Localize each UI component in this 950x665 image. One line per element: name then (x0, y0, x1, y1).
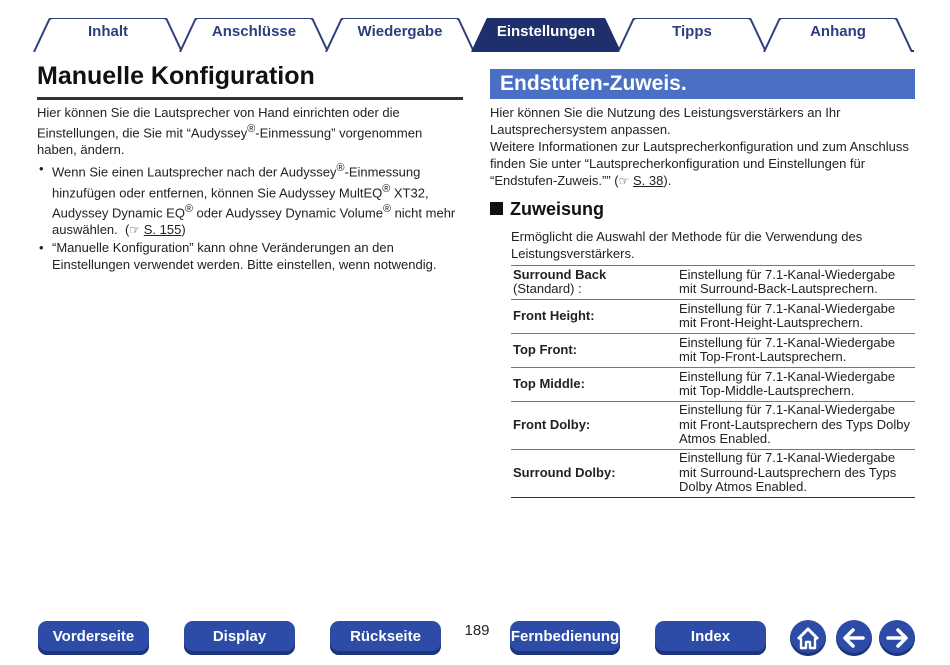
registered-mark: ® (382, 202, 391, 215)
tab-label: Anschlüsse (211, 23, 297, 40)
row-label: Top Middle: (511, 368, 675, 402)
list-item (37, 160, 463, 239)
pointing-hand-icon: ☞ (618, 174, 630, 188)
row-description: Einstellung für 7.1-Kanal-Wiedergabe mit Front-Height-Lautsprechern. (675, 300, 915, 334)
settings-table (511, 265, 915, 498)
row-label-text: Surround Back (513, 266, 607, 282)
para-1: Hier können Sie die Nutzung des Leistungsverstärkers an Ihr Lautsprechersystem anpassen. (490, 105, 841, 137)
page-title: Manuelle Konfiguration (37, 62, 315, 90)
row-description: Einstellung für 7.1-Kanal-Wiedergabe mit Surround-Lautsprechern des Typs Dolby Atmos Enabled. (675, 450, 915, 498)
table-row (511, 368, 915, 402)
table-row (511, 402, 915, 450)
page-link-38[interactable]: S. 38 (633, 173, 664, 188)
intro-text-end: -Einmessung” vorgenommen haben, ändern. (37, 125, 423, 158)
intro-paragraph (37, 104, 463, 158)
page-reference (614, 173, 671, 188)
tab-inhalt[interactable] (33, 18, 183, 52)
subsection-description: Ermöglicht die Auswahl der Methode für die Verwendung des Leistungsverstärkers. (511, 229, 863, 261)
tab-label: Anhang (810, 23, 866, 40)
tab-anschluesse[interactable] (179, 18, 329, 52)
section-heading-bar: Endstufen-Zuweis. (490, 69, 915, 99)
intro-text: Hier können Sie die Lautsprecher von Hand einrichten oder die Einstellungen, die Sie mit “Audyssey (37, 105, 400, 141)
registered-mark: ® (184, 202, 193, 215)
tab-label: Einstellungen (496, 23, 596, 40)
row-description: Einstellung für 7.1-Kanal-Wiedergabe mit Top-Front-Lautsprechern. (675, 334, 915, 368)
right-body (490, 104, 915, 190)
tab-tipps[interactable] (617, 18, 767, 52)
tab-einstellungen[interactable] (471, 18, 621, 52)
para-2 (490, 138, 915, 190)
ref-paren: ) (181, 222, 186, 238)
arrow-left-icon (836, 620, 872, 656)
ref-paren: ( (614, 173, 619, 188)
row-label: Top Front: (511, 334, 675, 368)
bullet-text: -Einmessung hinzufügen oder entfernen, können Sie Audyssey MultEQ (52, 164, 421, 200)
page-reference (125, 222, 186, 237)
table-row (511, 334, 915, 368)
ref-paren: ( (125, 222, 130, 238)
list-item (37, 239, 463, 273)
table-row (511, 266, 915, 300)
home-icon (790, 620, 826, 656)
arrow-right-icon (879, 620, 915, 656)
page-link-155[interactable]: S. 155 (143, 222, 182, 238)
row-label: Surround Dolby: (511, 450, 675, 498)
para-2-text: Weitere Informationen zur Lautsprecherkonfiguration und zum Anschluss finden Sie unter “Lautsprecherkonfiguration und Einstellungen für “Endstufen-Zuweis.”” (490, 139, 909, 188)
tab-bar (0, 0, 950, 56)
tab-label: Tipps (672, 23, 712, 40)
tab-label: Inhalt (88, 23, 128, 40)
home-button[interactable] (790, 620, 826, 656)
bullet-text: XT32, Audyssey Dynamic EQ (52, 184, 429, 221)
subsection-title: Zuweisung (510, 199, 604, 219)
table-row (511, 300, 915, 334)
left-body (37, 104, 463, 273)
back-button[interactable] (836, 620, 872, 656)
bullet-text: nicht mehr auswählen. (52, 205, 456, 238)
registered-mark: ® (382, 182, 391, 195)
row-label: Front Dolby: (511, 402, 675, 450)
rueckseite-button[interactable]: Rückseite (330, 621, 441, 655)
row-description: Einstellung für 7.1-Kanal-Wiedergabe mit Front-Lautsprechern des Typs Dolby Atmos Enabled. (675, 402, 915, 450)
display-button[interactable]: Display (184, 621, 295, 655)
registered-mark: ® (247, 123, 256, 135)
page-number: 189 (464, 622, 490, 639)
title-rule (37, 97, 463, 100)
registered-mark: ® (336, 162, 345, 175)
row-label-sub: (Standard) : (513, 281, 582, 296)
index-button[interactable]: Index (655, 621, 766, 655)
pointing-hand-icon: ☞ (129, 223, 141, 238)
tab-wiedergabe[interactable] (325, 18, 475, 52)
table-row (511, 450, 915, 498)
note-list (37, 160, 463, 273)
row-label (511, 266, 675, 300)
row-label: Front Height: (511, 300, 675, 334)
ref-paren: ). (663, 173, 672, 188)
bullet-text: Wenn Sie einen Lautsprecher nach der Audyssey (52, 164, 337, 180)
tab-anhang[interactable] (763, 18, 913, 52)
subsection-heading (490, 199, 604, 221)
square-bullet-icon (490, 202, 503, 215)
row-description: Einstellung für 7.1-Kanal-Wiedergabe mit Top-Middle-Lautsprechern. (675, 368, 915, 402)
tab-label: Wiedergabe (357, 23, 443, 40)
fernbedienung-button[interactable]: Fernbedienung (510, 621, 620, 655)
vorderseite-button[interactable]: Vorderseite (38, 621, 149, 655)
forward-button[interactable] (879, 620, 915, 656)
bullet-text: oder Audyssey Dynamic Volume (192, 205, 383, 221)
bullet-text: “Manuelle Konfiguration” kann ohne Veränderungen an den Einstellungen verwendet werden. Bitte einstellen, wenn notwendig. (52, 240, 437, 273)
row-description: Einstellung für 7.1-Kanal-Wiedergabe mit Surround-Back-Lautsprechern. (675, 266, 915, 300)
